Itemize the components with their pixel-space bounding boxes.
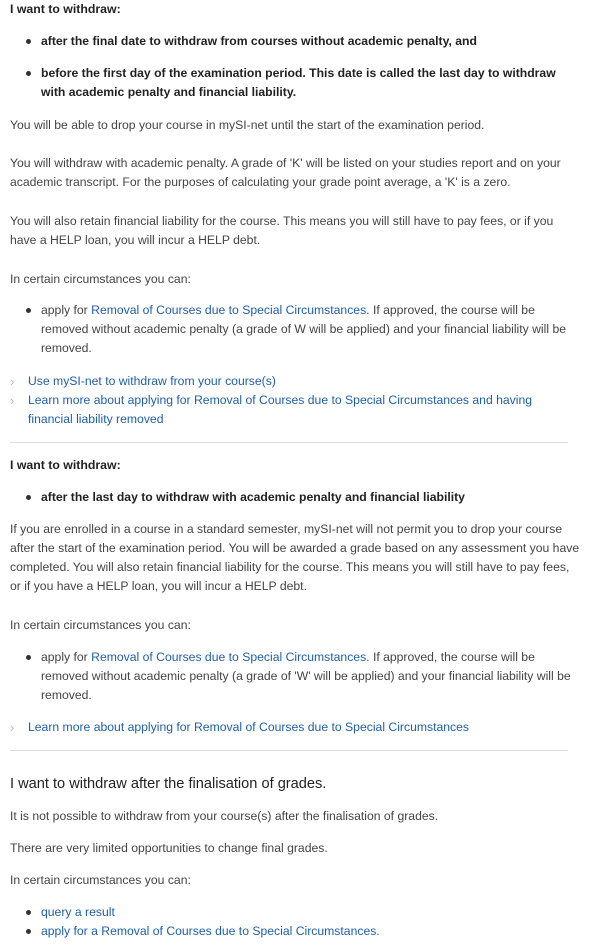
apply-removal-link[interactable]: apply for a Removal of Courses due to Special Circumstances. — [41, 924, 380, 938]
section1-para-1: You will be able to drop your course in mySI-net until the start of the examination period. — [10, 118, 485, 132]
section2-circumstance-bullet — [41, 648, 571, 705]
bullet-dot-icon — [26, 39, 31, 44]
chevron-right-icon: › — [10, 374, 15, 389]
section1-circ-prefix: apply for — [41, 303, 92, 317]
section1-bullet-1-text: after the final date to withdraw from courses without academic penalty, and — [41, 34, 477, 48]
section3-para-3: In certain circumstances you can: — [10, 873, 191, 887]
section-divider — [10, 750, 568, 751]
section1-removal-link[interactable]: Removal of Courses due to Special Circumstances — [91, 303, 367, 317]
section3-para-1: It is not possible to withdraw from your course(s) after the finalisation of grades. — [10, 809, 439, 823]
section2-link-learn-more[interactable] — [10, 718, 571, 737]
section3-link-query-item — [41, 903, 571, 922]
section1-bullet-2-text: before the first day of the examination period. This date is called the last day to withdraw with academic penalty and financial liability. — [41, 66, 556, 99]
section2-bullet-text: after the last day to withdraw with academic penalty and financial liability — [41, 490, 465, 504]
chevron-right-icon: › — [10, 720, 15, 735]
section2-removal-link[interactable]: Removal of Courses due to Special Circumstances — [91, 650, 367, 664]
section2-heading: I want to withdraw: — [10, 458, 121, 472]
section1-link-learn-more[interactable] — [10, 391, 571, 429]
section2-circ-prefix: apply for — [41, 650, 92, 664]
section1-link-learn-more-text[interactable]: Learn more about applying for Removal of Courses due to Special Circumstances and having financial liability removed — [28, 393, 533, 426]
section1-para-2: You will withdraw with academic penalty. A grade of 'K' will be listed on your studies report and on your academic transcript. For the purposes of calculating your grade point average, a 'K' is a zero. — [10, 156, 561, 189]
section3-heading: I want to withdraw after the finalisation of grades. — [10, 776, 327, 792]
section1-para-3: You will also retain financial liability for the course. This means you will still have to pay fees, or if you have a HELP loan, you will incur a HELP debt. — [10, 214, 554, 247]
section1-bullet-1 — [41, 32, 571, 51]
section3-para-2: There are very limited opportunities to change final grades. — [10, 841, 328, 855]
section1-link-withdraw-text[interactable]: Use mySI-net to withdraw from your course(s) — [28, 374, 276, 388]
section3-link-removal-item — [41, 922, 571, 941]
section1-circumstance-bullet — [41, 301, 571, 358]
bullet-dot-icon — [26, 929, 31, 934]
section2-para-2: In certain circumstances you can: — [10, 618, 191, 632]
bullet-dot-icon — [26, 910, 31, 915]
bullet-dot-icon — [26, 655, 31, 660]
section2-para-1: If you are enrolled in a course in a standard semester, mySI-net will not permit you to drop your course after the start of the examination period. You will be awarded a grade based on any assessment you have completed. You will also retain financial liability for the course. This means you will still have to pay fees, or if you have a HELP loan, you will incur a HELP debt. — [10, 522, 580, 593]
bullet-dot-icon — [26, 495, 31, 500]
section1-circ-suffix: . If approved, the course will be removed without academic penalty (a grade of W will be applied) and your financial liability will be removed. — [41, 303, 567, 355]
bullet-dot-icon — [26, 308, 31, 313]
chevron-right-icon: › — [10, 393, 15, 408]
section1-heading: I want to withdraw: — [10, 2, 121, 16]
section-divider — [10, 442, 568, 443]
query-result-link[interactable]: query a result — [41, 905, 115, 919]
section1-para-4: In certain circumstances you can: — [10, 272, 191, 286]
section1-bullet-2 — [41, 64, 571, 102]
section2-link-learn-more-text[interactable]: Learn more about applying for Removal of Courses due to Special Circumstances — [28, 720, 470, 734]
section1-link-withdraw[interactable] — [10, 372, 571, 391]
section2-circ-suffix: . If approved, the course will be removed without academic penalty (a grade of 'W' will be applied) and your financial liability will be removed. — [41, 650, 571, 702]
section2-bullet — [41, 488, 571, 507]
bullet-dot-icon — [26, 71, 31, 76]
